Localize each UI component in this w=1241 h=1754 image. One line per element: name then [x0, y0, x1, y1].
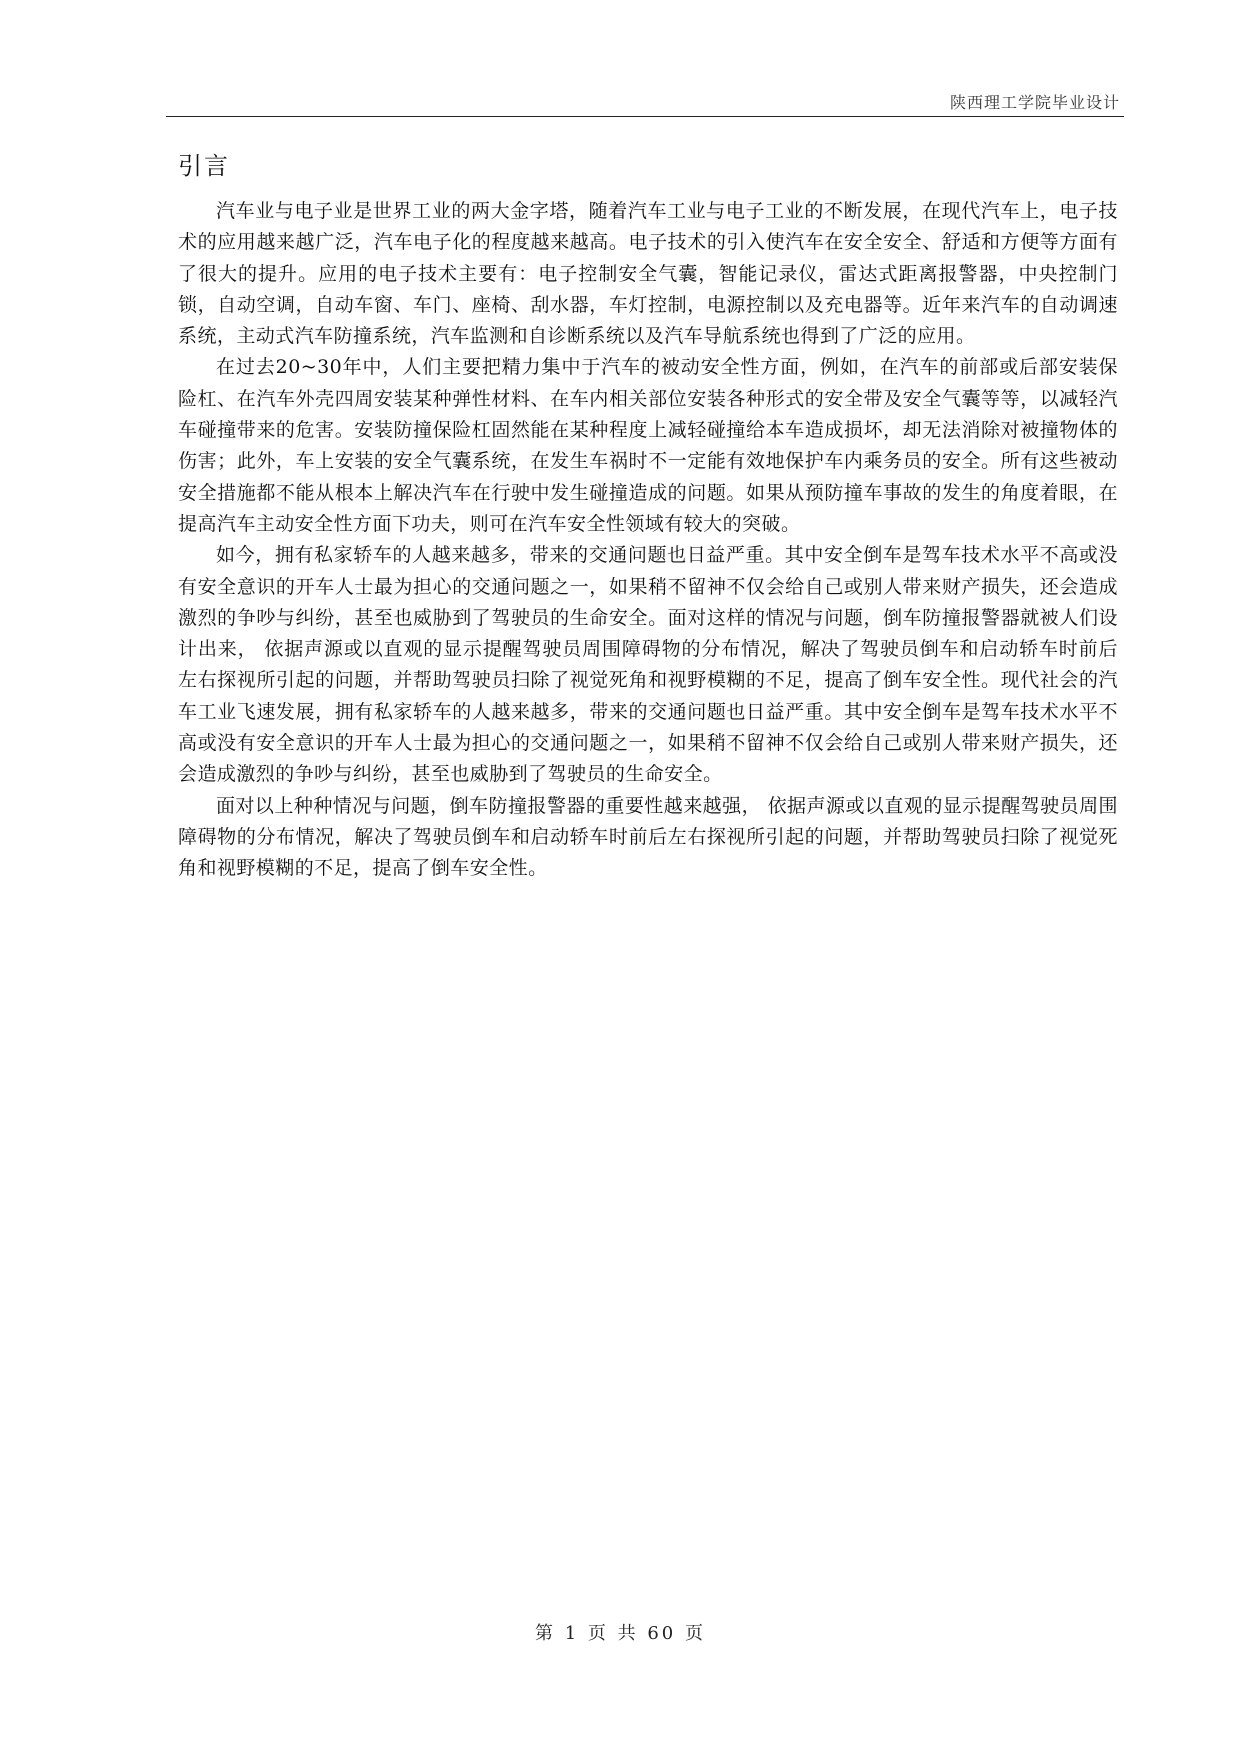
page-header: [166, 86, 1124, 117]
paragraph-3: 如今，拥有私家轿车的人越来越多，带来的交通问题也日益严重。其中安全倒车是驾车技术水平不高或没有安全意识的开车人士最为担心的交通问题之一，如果稍不留神不仅会给自己或别人带来财产损失，还会造成激烈的争吵与纠纷，甚至也威胁到了驾驶员的生命安全。面对这样的情况与问题，倒车防撞报警器就被人们设计出来， 依据声源或以直观的显示提醒驾驶员周围障碍物的分布情况，解决了驾驶员倒车和启动轿车时前后左右探视所引起的问题，并帮助驾驶员扫除了视觉死角和视野模糊的不足，提高了倒车安全性。现代社会的汽车工业飞速发展，拥有私家轿车的人越来越多，带来的交通问题也日益严重。其中安全倒车是驾车技术水平不高或没有安全意识的开车人士最为担心的交通问题之一，如果稍不留神不仅会给自己或别人带来财产损失，还会造成激烈的争吵与纠纷，甚至也威胁到了驾驶员的生命安全。: [178, 544, 1118, 786]
body-text: [178, 196, 1118, 885]
paragraph-1: 汽车业与电子业是世界工业的两大金字塔，随着汽车工业与电子工业的不断发展，在现代汽车上，电子技术的应用越来越广泛，汽车电子化的程度越来越高。电子技术的引入使汽车在安全安全、舒适和方便等方面有了很大的提升。应用的电子技术主要有：电子控制安全气囊，智能记录仪，雷达式距离报警器，中央控制门锁，自动空调，自动车窗、车门、座椅、刮水器，车灯控制，电源控制以及充电器等。近年来汽车的自动调速系统，主动式汽车防撞系统，汽车监测和自诊断系统以及汽车导航系统也得到了广泛的应用。: [178, 200, 1118, 348]
paragraph-4: 面对以上种种情况与问题，倒车防撞报警器的重要性越来越强， 依据声源或以直观的显示提醒驾驶员周围障碍物的分布情况，解决了驾驶员倒车和启动轿车时前后左右探视所引起的问题，并帮助驾驶员扫除了视觉死角和视野模糊的不足，提高了倒车安全性。: [178, 794, 1118, 880]
page-number: 第 1 页 共 60 页: [535, 1623, 706, 1644]
header-title: 陕西理工学院毕业设计: [949, 93, 1120, 112]
paragraph-2: 在过去20~30年中，人们主要把精力集中于汽车的被动安全性方面，例如，在汽车的前部或后部安装保险杠、在汽车外壳四周安装某种弹性材料、在车内相关部位安装各种形式的安全带及安全气囊等等，以减轻汽车碰撞带来的危害。安装防撞保险杠固然能在某种程度上减轻碰撞给本车造成损坏，却无法消除对被撞物体的伤害；此外，车上安装的安全气囊系统，在发生车祸时不一定能有效地保护车内乘务员的安全。所有这些被动安全措施都不能从根本上解决汽车在行驶中发生碰撞造成的问题。如果从预防撞车事故的发生的角度着眼，在提高汽车主动安全性方面下功夫，则可在汽车安全性领域有较大的突破。: [178, 356, 1118, 535]
section-heading: 引言: [178, 152, 230, 180]
